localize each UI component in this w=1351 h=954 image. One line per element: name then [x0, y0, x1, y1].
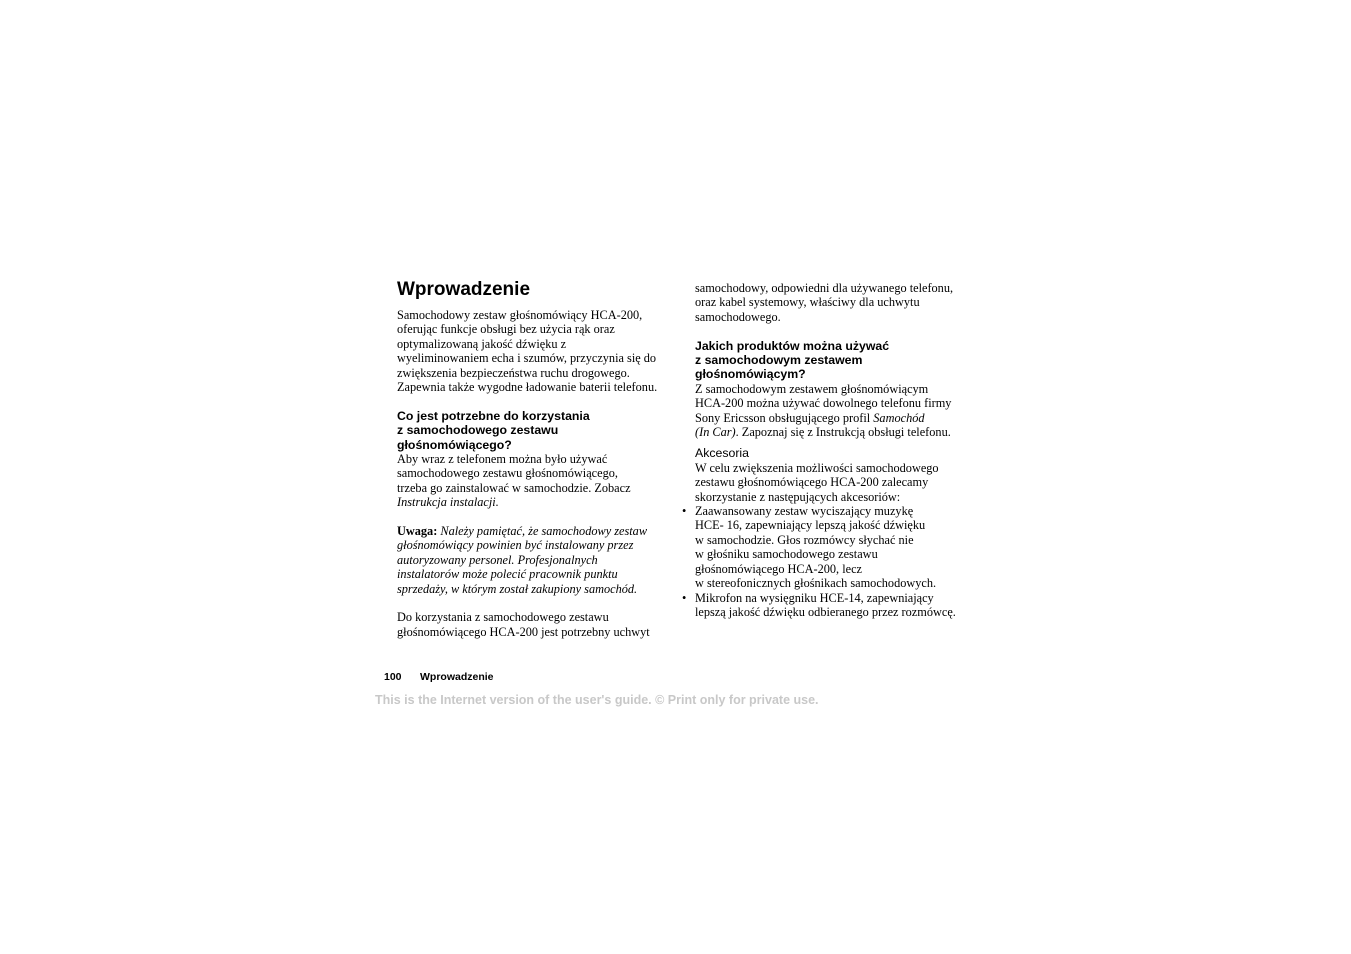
- bullet-icon: •: [682, 590, 687, 605]
- body-line: Zaawansowany zestaw wyciszający muzykę: [695, 504, 914, 519]
- note-label: Uwaga:: [397, 524, 438, 539]
- installation-guide-reference: Instrukcja instalacji.: [397, 495, 499, 510]
- heading-line: Jakich produktów można używać: [695, 338, 890, 353]
- note-line: autoryzowany personel. Profesjonalnych: [397, 552, 598, 567]
- accessory-list-item: [682, 590, 980, 620]
- body-line: trzeba go zainstalować w samochodzie. Zobacz: [397, 480, 631, 495]
- body-line: zestawu głośnomówiącego HCA-200 zalecamy: [695, 475, 929, 490]
- body-text: . Zapoznaj się z Instrukcją obsługi telefonu.: [735, 425, 951, 440]
- profile-name: Samochód: [873, 410, 925, 425]
- heading-line: Co jest potrzebne do korzystania: [397, 408, 590, 423]
- heading-line: głośnomówiącego?: [397, 437, 512, 452]
- body-line: skorzystanie z następujących akcesoriów:: [695, 489, 901, 504]
- page-number: 100: [384, 671, 402, 683]
- intro-paragraph: [397, 308, 682, 394]
- watermark-notice: This is the Internet version of the user's guide. © Print only for private use.: [375, 693, 819, 707]
- profile-name-en: (In Car): [695, 425, 736, 440]
- body-line: w głośniku samochodowego zestawu: [695, 547, 878, 562]
- intro-line: Zapewnia także wygodne ładowanie baterii telefonu.: [397, 380, 658, 395]
- continuation-paragraph: [695, 281, 980, 324]
- intro-line: wyeliminowaniem echa i szumów, przyczynia się do: [397, 351, 657, 366]
- body-line: Mikrofon na wysięgniku HCE-14, zapewniający: [695, 590, 934, 605]
- body-line: w stereofonicznych głośnikach samochodowych.: [695, 576, 937, 591]
- body-line: głośnomówiącego HCA-200 jest potrzebny uchwyt: [397, 624, 650, 639]
- body-line: Aby wraz z telefonem można było używać: [397, 452, 608, 467]
- body-line: HCA-200 można używać dowolnego telefonu firmy: [695, 396, 952, 411]
- heading-line: z samochodowym zestawem: [695, 353, 863, 368]
- body-line: oraz kabel systemowy, właściwy dla uchwytu: [695, 295, 920, 310]
- page-footer: [384, 671, 494, 684]
- section-heading-requirements: [397, 409, 682, 452]
- body-line: Do korzystania z samochodowego zestawu: [397, 610, 609, 625]
- left-column: [397, 279, 682, 639]
- footer-section-name: Wprowadzenie: [420, 671, 494, 683]
- body-text: Sony Ericsson obsługującego profil: [695, 410, 874, 425]
- body-line: Z samochodowym zestawem głośnomówiącym: [695, 381, 929, 396]
- note-text: Należy pamiętać, że samochodowy zestaw: [440, 524, 648, 539]
- body-line: W celu zwiększenia możliwości samochodowego: [695, 460, 939, 475]
- heading-line: z samochodowego zestawu: [397, 423, 559, 438]
- intro-line: oferując funkcje obsługi bez użycia rąk oraz: [397, 322, 615, 337]
- intro-line: zwiększenia bezpieczeństwa ruchu drogowego.: [397, 365, 630, 380]
- note-paragraph: [397, 524, 682, 596]
- page-title: Wprowadzenie: [397, 279, 531, 300]
- requirements-paragraph: [397, 452, 682, 510]
- heading-line: głośnomówiącym?: [695, 367, 806, 382]
- body-line: w samochodzie. Głos rozmówcy słychać nie: [695, 532, 914, 547]
- intro-line: Samochodowy zestaw głośnomówiący HCA-200,: [397, 308, 643, 322]
- compatible-products-paragraph: [695, 382, 980, 440]
- body-line: samochodowego zestawu głośnomówiącego,: [397, 466, 618, 481]
- accessories-heading: Akcesoria: [695, 446, 749, 461]
- closing-paragraph: [397, 610, 682, 639]
- right-column: [682, 281, 980, 619]
- body-line: samochodowy, odpowiedni dla używanego telefonu,: [695, 281, 954, 295]
- accessory-list-item: [682, 504, 980, 591]
- body-line: głośnomówiącego HCA-200, lecz: [695, 561, 862, 576]
- body-line: HCE- 16, zapewniający lepszą jakość dźwięku: [695, 518, 926, 533]
- bullet-icon: •: [682, 504, 687, 519]
- note-line: sprzedaży, w którym został zakupiony samochód.: [397, 581, 638, 596]
- accessories-intro: [695, 461, 980, 504]
- note-line: instalatorów może polecić pracownik punktu: [397, 567, 618, 582]
- note-line: głośnomówiący powinien być instalowany przez: [397, 538, 634, 553]
- body-line: lepszą jakość dźwięku odbieranego przez rozmówcę.: [695, 604, 956, 619]
- intro-line: optymalizowaną jakość dźwięku z: [397, 336, 567, 351]
- body-line: samochodowego.: [695, 309, 781, 324]
- section-heading-compatible-products: [695, 339, 980, 382]
